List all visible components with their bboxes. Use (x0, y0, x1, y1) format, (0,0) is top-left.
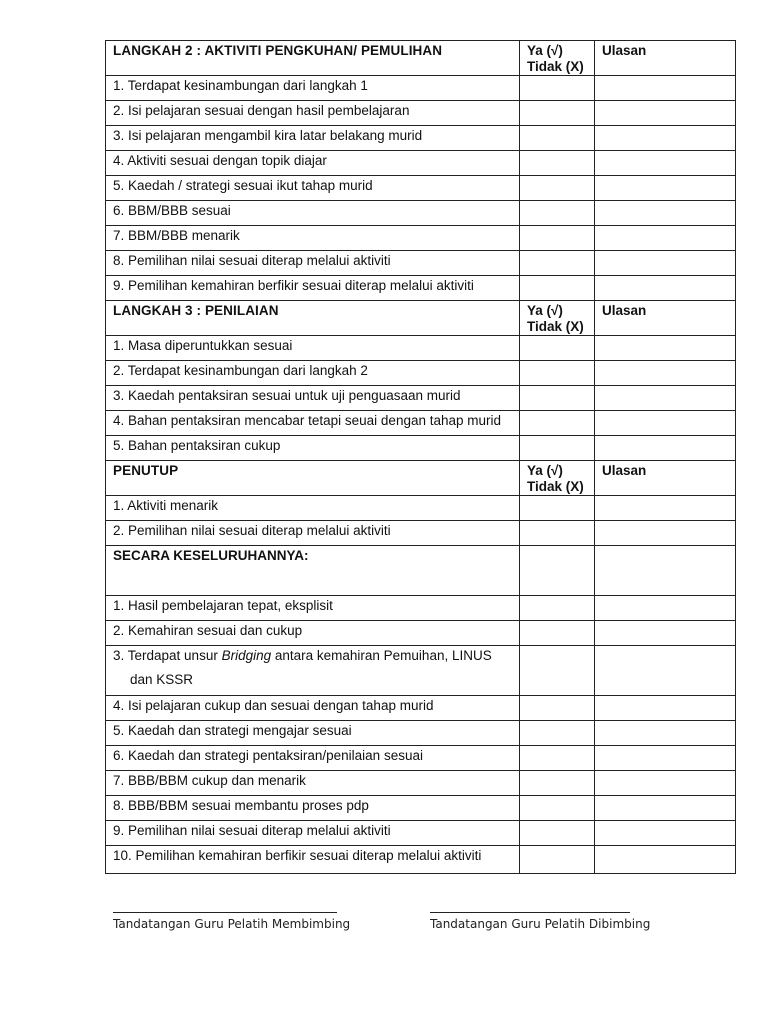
criterion-text: 9. Pemilihan kemahiran berfikir sesuai diterap melalui aktiviti (113, 278, 474, 293)
ya-tidak-header-cell (520, 301, 595, 336)
ya-tidak-cell[interactable] (520, 746, 595, 771)
signature-line (430, 912, 630, 913)
ulasan-header-cell (595, 461, 736, 496)
ulasan-cell[interactable] (595, 496, 736, 521)
ya-tidak-cell[interactable] (520, 696, 595, 721)
criterion-cell (106, 821, 520, 846)
criterion-cell (106, 411, 520, 436)
ya-tidak-cell[interactable] (520, 646, 595, 696)
ulasan-label: Ulasan (602, 43, 647, 58)
ulasan-cell[interactable] (595, 436, 736, 461)
ulasan-cell[interactable] (595, 821, 736, 846)
ya-tidak-cell[interactable] (520, 201, 595, 226)
signature-block-mentor (113, 912, 351, 931)
criterion-cell (106, 176, 520, 201)
ulasan-cell[interactable] (595, 721, 736, 746)
criterion-text-line2: dan KSSR (130, 672, 194, 687)
criterion-text: 4. Bahan pentaksiran mencabar tetapi seuai dengan tahap murid (113, 413, 502, 428)
criterion-text: 1. Hasil pembelajaran tepat, eksplisit (113, 598, 333, 613)
section-heading: PENUTUP (113, 463, 179, 478)
criterion-text: 4. Isi pelajaran cukup dan sesuai dengan tahap murid (113, 698, 434, 713)
criterion-cell (106, 436, 520, 461)
ya-tidak-cell[interactable] (520, 386, 595, 411)
criterion-text: 4. Aktiviti sesuai dengan topik diajar (113, 153, 327, 168)
criterion-row (106, 596, 736, 621)
criterion-row (106, 201, 736, 226)
tidak-label: Tidak (X) (527, 59, 584, 74)
criterion-row (106, 436, 736, 461)
section-heading: LANGKAH 2 : AKTIVITI PENGKUHAN/ PEMULIHAN (113, 43, 443, 58)
ya-tidak-cell[interactable] (520, 846, 595, 874)
criterion-row (106, 521, 736, 546)
ulasan-cell[interactable] (595, 621, 736, 646)
ya-tidak-cell[interactable] (520, 771, 595, 796)
criterion-row (106, 796, 736, 821)
criterion-cell (106, 846, 520, 874)
criterion-text: 7. BBM/BBB menarik (113, 228, 240, 243)
ya-tidak-cell[interactable] (520, 796, 595, 821)
criterion-text: 2. Kemahiran sesuai dan cukup (113, 623, 303, 638)
criterion-text: 8. BBB/BBM sesuai membantu proses pdp (113, 798, 369, 813)
criterion-row (106, 276, 736, 301)
tidak-label: Tidak (X) (527, 319, 584, 334)
criterion-text: 5. Kaedah / strategi sesuai ikut tahap murid (113, 178, 373, 193)
criterion-row (106, 696, 736, 721)
criterion-row (106, 176, 736, 201)
criterion-row (106, 846, 736, 874)
section-header-langkah3 (106, 301, 736, 336)
ulasan-cell[interactable] (595, 596, 736, 621)
criterion-text: 1. Aktiviti menarik (113, 498, 219, 513)
criterion-text: 10. Pemilihan kemahiran berfikir sesuai diterap melalui aktiviti (113, 848, 482, 863)
criterion-row (106, 226, 736, 251)
ulasan-cell[interactable] (595, 126, 736, 151)
ya-tidak-header-cell (520, 41, 595, 76)
criterion-cell (106, 746, 520, 771)
criterion-cell (106, 101, 520, 126)
ya-tidak-cell[interactable] (520, 151, 595, 176)
criterion-row (106, 101, 736, 126)
ulasan-cell[interactable] (595, 386, 736, 411)
ulasan-cell[interactable] (595, 101, 736, 126)
criterion-cell (106, 386, 520, 411)
ya-tidak-cell[interactable] (520, 336, 595, 361)
ya-tidak-cell[interactable] (520, 101, 595, 126)
criterion-cell (106, 521, 520, 546)
ya-tidak-cell[interactable] (520, 621, 595, 646)
section-heading-cell (106, 546, 520, 596)
criterion-cell (106, 771, 520, 796)
criterion-text: 8. Pemilihan nilai sesuai diterap melalui aktiviti (113, 253, 391, 268)
ulasan-header-cell (595, 41, 736, 76)
ya-tidak-cell[interactable] (520, 126, 595, 151)
criterion-row (106, 646, 736, 696)
ya-tidak-cell[interactable] (520, 546, 595, 596)
ulasan-cell[interactable] (595, 361, 736, 386)
criterion-cell (106, 361, 520, 386)
ulasan-cell[interactable] (595, 771, 736, 796)
criterion-cell (106, 496, 520, 521)
criterion-row (106, 386, 736, 411)
ya-tidak-cell[interactable] (520, 721, 595, 746)
criterion-cell (106, 201, 520, 226)
ulasan-cell[interactable] (595, 521, 736, 546)
criterion-row (106, 771, 736, 796)
ya-tidak-cell[interactable] (520, 521, 595, 546)
criterion-text: 5. Bahan pentaksiran cukup (113, 438, 281, 453)
criterion-emphasis: Bridging (221, 648, 272, 663)
ulasan-cell[interactable] (595, 276, 736, 301)
criterion-cell (106, 76, 520, 101)
ya-label: Ya (√) (527, 43, 563, 58)
tidak-label: Tidak (X) (527, 479, 584, 494)
ulasan-cell[interactable] (595, 746, 736, 771)
section-header-penutup (106, 461, 736, 496)
criterion-text: 5. Kaedah dan strategi mengajar sesuai (113, 723, 352, 738)
criterion-row (106, 251, 736, 276)
criterion-cell (106, 696, 520, 721)
evaluation-checklist-table (105, 40, 736, 874)
ya-tidak-cell[interactable] (520, 76, 595, 101)
ulasan-cell[interactable] (595, 336, 736, 361)
criterion-row (106, 621, 736, 646)
ulasan-cell[interactable] (595, 796, 736, 821)
criterion-row (106, 746, 736, 771)
criterion-text: 7. BBB/BBM cukup dan menarik (113, 773, 306, 788)
ulasan-cell[interactable] (595, 546, 736, 596)
criterion-row (106, 151, 736, 176)
ulasan-label: Ulasan (602, 303, 647, 318)
ya-label: Ya (√) (527, 463, 563, 478)
criterion-cell (106, 796, 520, 821)
criterion-row (106, 411, 736, 436)
ulasan-cell[interactable] (595, 201, 736, 226)
ya-tidak-cell[interactable] (520, 226, 595, 251)
ya-tidak-cell[interactable] (520, 251, 595, 276)
ulasan-cell[interactable] (595, 251, 736, 276)
ulasan-cell[interactable] (595, 151, 736, 176)
criterion-text: 1. Terdapat kesinambungan dari langkah 1 (113, 78, 368, 93)
criterion-row (106, 721, 736, 746)
ulasan-cell[interactable] (595, 226, 736, 251)
ya-tidak-cell[interactable] (520, 276, 595, 301)
criterion-cell (106, 251, 520, 276)
ya-tidak-cell[interactable] (520, 821, 595, 846)
section-heading: SECARA KESELURUHANNYA: (113, 548, 309, 563)
ulasan-header-cell (595, 301, 736, 336)
ya-tidak-cell[interactable] (520, 496, 595, 521)
criterion-cell (106, 646, 520, 696)
section-heading-cell (106, 41, 520, 76)
criterion-text: 2. Isi pelajaran sesuai dengan hasil pembelajaran (113, 103, 410, 118)
ulasan-cell[interactable] (595, 176, 736, 201)
ya-tidak-cell[interactable] (520, 596, 595, 621)
criterion-row (106, 76, 736, 101)
section-heading-cell (106, 301, 520, 336)
ya-tidak-cell[interactable] (520, 361, 595, 386)
criterion-text: 3. Isi pelajaran mengambil kira latar belakang murid (113, 128, 423, 143)
criterion-cell (106, 226, 520, 251)
criterion-text: 2. Pemilihan nilai sesuai diterap melalui aktiviti (113, 523, 391, 538)
section-heading-cell (106, 461, 520, 496)
criterion-text: 9. Pemilihan nilai sesuai diterap melalui aktiviti (113, 823, 391, 838)
ulasan-cell[interactable] (595, 846, 736, 874)
ya-tidak-header-cell (520, 461, 595, 496)
ulasan-cell[interactable] (595, 646, 736, 696)
criterion-cell (106, 276, 520, 301)
criterion-cell (106, 721, 520, 746)
criterion-text: 3. Terdapat unsur (113, 648, 222, 663)
ya-tidak-cell[interactable] (520, 436, 595, 461)
section-heading: LANGKAH 3 : PENILAIAN (113, 303, 279, 318)
ulasan-label: Ulasan (602, 463, 647, 478)
checklist-body (106, 41, 736, 874)
criterion-row (106, 821, 736, 846)
criterion-row (106, 336, 736, 361)
ya-tidak-cell[interactable] (520, 411, 595, 436)
section-header-keseluruhan (106, 546, 736, 596)
criterion-cell (106, 126, 520, 151)
ulasan-cell[interactable] (595, 76, 736, 101)
criterion-text: 3. Kaedah pentaksiran sesuai untuk uji penguasaan murid (113, 388, 461, 403)
criterion-row (106, 361, 736, 386)
signature-block-trainee (430, 912, 651, 931)
ya-label: Ya (√) (527, 303, 563, 318)
criterion-text: 2. Terdapat kesinambungan dari langkah 2 (113, 363, 368, 378)
signature-label-mentor: Tandatangan Guru Pelatih Membimbing (113, 917, 351, 931)
signature-label-trainee: Tandatangan Guru Pelatih Dibimbing (430, 917, 651, 931)
criterion-text: 1. Masa diperuntukkan sesuai (113, 338, 293, 353)
ya-tidak-cell[interactable] (520, 176, 595, 201)
criterion-cell (106, 336, 520, 361)
ulasan-cell[interactable] (595, 411, 736, 436)
ulasan-cell[interactable] (595, 696, 736, 721)
criterion-text: antara kemahiran Pemuihan, LINUS (271, 648, 492, 663)
criterion-row (106, 496, 736, 521)
criterion-cell (106, 621, 520, 646)
section-header-langkah2 (106, 41, 736, 76)
criterion-text: 6. BBM/BBB sesuai (113, 203, 231, 218)
signature-line (113, 912, 337, 913)
criterion-row (106, 126, 736, 151)
criterion-cell (106, 151, 520, 176)
criterion-cell (106, 596, 520, 621)
criterion-text: 6. Kaedah dan strategi pentaksiran/penilaian sesuai (113, 748, 423, 763)
